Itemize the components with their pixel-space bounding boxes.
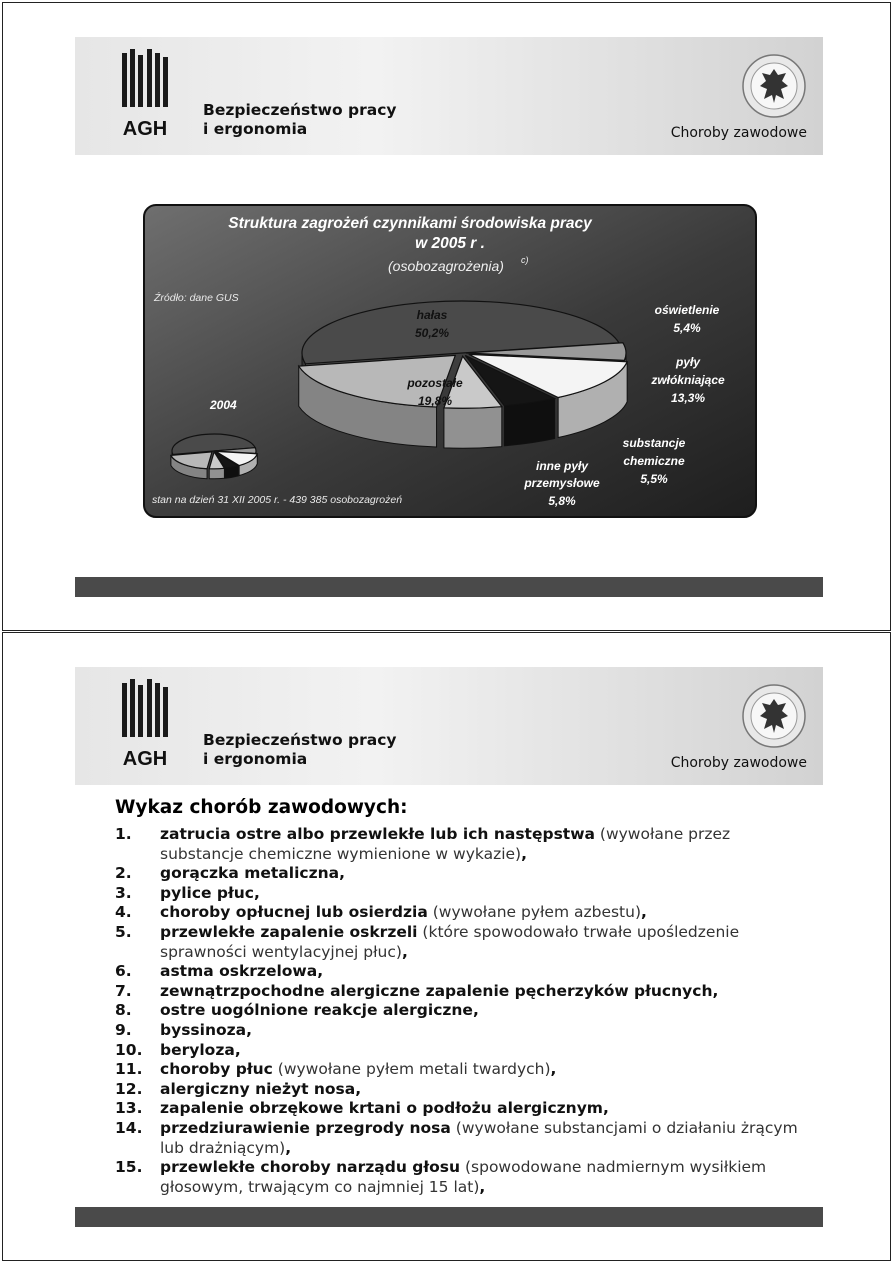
agh-logo-icon xyxy=(119,679,171,771)
slide-header xyxy=(75,37,823,155)
disease-separator: , xyxy=(339,864,345,883)
chart-footnote: stan na dzień 31 XII 2005 r. - 439 385 osobozagrożeń xyxy=(152,494,403,506)
disease-separator: , xyxy=(401,942,408,961)
slice-label-inne-name1: inne pyły xyxy=(535,459,589,473)
disease-text xyxy=(160,1099,805,1119)
chart-title-superscript: c) xyxy=(521,255,529,265)
slice-label-substancje-name2: chemiczne xyxy=(623,454,685,468)
slide-footer-bar xyxy=(75,1207,823,1227)
chart-title-line2: w 2005 r . xyxy=(415,235,485,252)
header-title-line2: i ergonomia xyxy=(203,120,308,138)
disease-name: przewlekłe zapalenie oskrzeli xyxy=(160,922,418,941)
disease-number: 5. xyxy=(115,922,132,941)
disease-number: 6. xyxy=(115,962,132,981)
disease-separator: , xyxy=(550,1060,557,1079)
disease-number: 13. xyxy=(115,1099,143,1118)
header-subtitle: Choroby zawodowe xyxy=(670,125,807,141)
disease-number: 14. xyxy=(115,1118,143,1137)
disease-separator: , xyxy=(285,1138,292,1157)
disease-separator: , xyxy=(641,903,647,922)
disease-note: (wywołane substancjami o działaniu żrącym lub drażniącym) xyxy=(160,1118,798,1157)
slide-2 xyxy=(2,632,891,1261)
disease-text xyxy=(160,1080,805,1100)
disease-name: pylice płuc xyxy=(160,883,254,902)
disease-separator: , xyxy=(355,1079,362,1098)
main-pie-slice-side xyxy=(444,407,502,449)
disease-item xyxy=(115,884,805,904)
disease-number: 8. xyxy=(115,1001,132,1020)
chart-source: Źródło: dane GUS xyxy=(154,292,239,304)
disease-text xyxy=(160,903,805,923)
disease-name: ostre uogólnione reakcje alergiczne xyxy=(160,1001,473,1020)
disease-item xyxy=(115,1119,805,1158)
disease-item xyxy=(115,1080,805,1100)
slice-label-pyly-name1: pyły xyxy=(675,355,701,369)
disease-text xyxy=(160,1021,805,1041)
disease-separator: , xyxy=(472,1001,479,1020)
disease-name: zapalenie obrzękowe krtani o podłożu alergicznym xyxy=(160,1099,603,1118)
header-title-line2: i ergonomia xyxy=(203,750,308,768)
pie-chart xyxy=(142,203,758,519)
agh-logo-text: AGH xyxy=(122,748,168,770)
header-title xyxy=(203,101,397,139)
disease-item xyxy=(115,962,805,982)
header-title-line1: Bezpieczeństwo pracy xyxy=(203,101,397,119)
disease-separator: , xyxy=(479,1177,486,1196)
header-title xyxy=(203,731,397,769)
disease-list-title: Wykaz chorób zawodowych: xyxy=(115,797,408,818)
slice-label-pyly-value: 13,3% xyxy=(670,391,706,405)
disease-text xyxy=(160,1158,805,1197)
disease-note: (wywołane pyłem azbestu) xyxy=(427,903,641,922)
disease-item xyxy=(115,864,805,884)
slice-label-pozostale-value: 19,8% xyxy=(417,394,453,408)
slice-label-oswietlenie-value: 5,4% xyxy=(673,321,701,335)
disease-number: 9. xyxy=(115,1020,132,1039)
disease-name: alergiczny nieżyt nosa xyxy=(160,1079,356,1098)
disease-number: 3. xyxy=(115,883,132,902)
disease-number: 10. xyxy=(115,1040,143,1059)
disease-text xyxy=(160,923,805,962)
slide-header xyxy=(75,667,823,785)
disease-item xyxy=(115,1021,805,1041)
slide-footer-bar xyxy=(75,577,823,597)
chart-title-line3: (osobozagrożenia) xyxy=(388,258,504,274)
disease-number: 11. xyxy=(115,1060,143,1079)
slice-label-pozostale-name: pozostałe xyxy=(407,376,463,390)
disease-note: (wywołane przez substancje chemiczne wymienione w wykazie) xyxy=(160,825,731,863)
disease-number: 12. xyxy=(115,1079,143,1098)
disease-text xyxy=(160,884,805,904)
slice-label-inne-value: 5,8% xyxy=(548,494,576,508)
main-pie xyxy=(299,301,627,448)
disease-text xyxy=(160,864,805,884)
slice-label-pyly-name2: zwłókniające xyxy=(651,373,725,387)
slice-label-halas-name: hałas xyxy=(416,308,448,322)
slice-label-inne-name2: przemysłowe xyxy=(524,476,600,490)
inset-label-2004: 2004 xyxy=(210,398,237,412)
disease-separator: , xyxy=(234,1040,241,1059)
disease-note: (spowodowane nadmiernym wysiłkiem głosowym, trwającym co najmniej 15 lat) xyxy=(160,1158,767,1196)
disease-item xyxy=(115,923,805,962)
header-title-line1: Bezpieczeństwo pracy xyxy=(203,731,397,749)
disease-text xyxy=(160,1001,805,1021)
disease-number: 2. xyxy=(115,864,132,883)
slice-label-halas-value: 50,2% xyxy=(414,326,450,340)
disease-number: 1. xyxy=(115,825,132,843)
slice-label-substancje-value: 5,5% xyxy=(640,472,668,486)
disease-item xyxy=(115,903,805,923)
agh-logo-icon xyxy=(119,49,171,141)
disease-name: przewlekłe choroby narządu głosu xyxy=(160,1158,461,1177)
disease-text xyxy=(160,825,805,864)
disease-number: 15. xyxy=(115,1158,143,1177)
slice-label-substancje-name1: substancje xyxy=(622,436,686,450)
disease-name: zewnątrzpochodne alergiczne zapalenie pęcherzyków płucnych xyxy=(160,981,713,1000)
disease-number: 7. xyxy=(115,981,132,1000)
header-subtitle: Choroby zawodowe xyxy=(670,755,807,771)
disease-name: astma oskrzelowa xyxy=(160,962,318,981)
disease-item xyxy=(115,982,805,1002)
disease-number: 4. xyxy=(115,903,132,922)
disease-separator: , xyxy=(712,981,719,1000)
chart-title-line1: Struktura zagrożeń czynnikami środowiska pracy xyxy=(228,215,592,232)
disease-item xyxy=(115,825,805,864)
disease-item xyxy=(115,1041,805,1061)
disease-item xyxy=(115,1099,805,1119)
disease-item xyxy=(115,1001,805,1021)
university-crest-icon xyxy=(741,683,807,749)
disease-separator: , xyxy=(317,962,324,981)
disease-name: przedziurawienie przegrody nosa xyxy=(160,1118,451,1137)
disease-text xyxy=(160,962,805,982)
disease-text xyxy=(160,1060,805,1080)
inset-pie-slice-side xyxy=(209,468,224,479)
disease-name: zatrucia ostre albo przewlekłe lub ich następstwa xyxy=(160,825,595,843)
disease-separator: , xyxy=(521,844,527,863)
inset-pie-2004 xyxy=(171,434,257,479)
disease-text xyxy=(160,1119,805,1158)
disease-item xyxy=(115,1060,805,1080)
slide-1 xyxy=(2,2,891,631)
disease-text xyxy=(160,1041,805,1061)
pie-chart-svg xyxy=(142,203,758,519)
disease-note: (wywołane pyłem metali twardych) xyxy=(272,1060,551,1079)
disease-separator: , xyxy=(602,1099,609,1118)
disease-list xyxy=(115,825,805,1197)
disease-name: byssinoza xyxy=(160,1020,247,1039)
disease-separator: , xyxy=(246,1020,253,1039)
disease-separator: , xyxy=(254,883,260,902)
disease-name: choroby płuc xyxy=(160,1060,273,1079)
university-crest-icon xyxy=(741,53,807,119)
disease-name: choroby opłucnej lub osierdzia xyxy=(160,903,428,922)
disease-name: gorączka metaliczna xyxy=(160,864,340,883)
disease-text xyxy=(160,982,805,1002)
disease-name: beryloza xyxy=(160,1040,235,1059)
disease-note: (które spowodowało trwałe upośledzenie sprawności wentylacyjnej płuc) xyxy=(160,922,740,961)
agh-logo-text: AGH xyxy=(122,118,168,140)
slice-label-oswietlenie-name: oświetlenie xyxy=(654,303,720,317)
disease-item xyxy=(115,1158,805,1197)
